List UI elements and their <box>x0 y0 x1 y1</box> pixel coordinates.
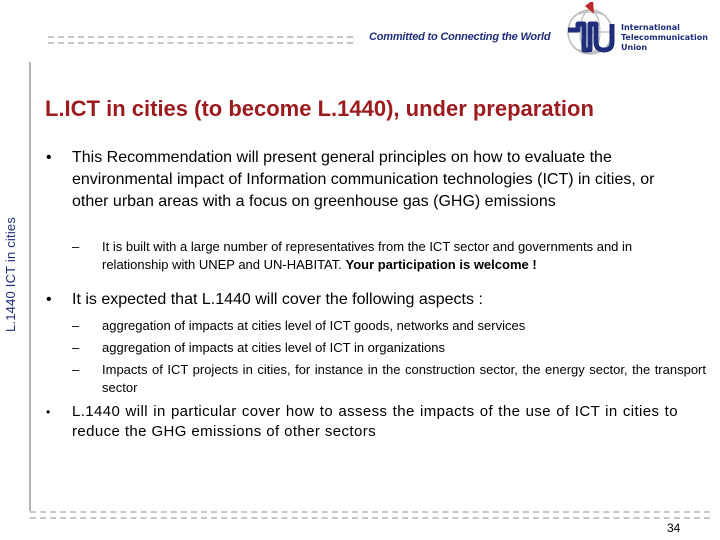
itu-wordmark <box>621 23 708 53</box>
header-divider <box>48 36 353 44</box>
slide-title: L.ICT in cities (to become L.1440), under preparation <box>45 96 594 121</box>
dash-marker: – <box>72 340 80 355</box>
itu-line-3: Union <box>621 43 648 52</box>
footer-divider <box>30 511 710 519</box>
sub-bullet-text: aggregation of impacts at cities level of ICT goods, networks and services <box>102 318 526 333</box>
sub-bullet-item <box>72 339 682 357</box>
itu-line-1: International <box>621 23 680 32</box>
dash-marker: – <box>72 362 80 377</box>
sub-bullet-text: aggregation of impacts at cities level of ICT in organizations <box>102 340 445 355</box>
bullet-marker: • <box>46 291 52 308</box>
itu-line-2: Telecommunication <box>621 33 708 42</box>
bullet-item <box>46 147 686 213</box>
page-number: 34 <box>667 521 681 535</box>
sub-bullet-text: Impacts of ICT projects in cities, for instance in the construction sector, the energy sector, the transport sector <box>102 362 706 395</box>
bullet-text: It is expected that L.1440 will cover the following aspects : <box>72 291 483 308</box>
bullet-item <box>46 289 686 311</box>
bullet-marker: • <box>46 149 52 166</box>
dash-marker: – <box>72 318 80 333</box>
participation-callout: Your participation is welcome ! <box>345 257 537 272</box>
sub-bullet-item <box>72 361 712 397</box>
sub-bullet-item <box>72 317 682 335</box>
bullet-item <box>46 402 686 442</box>
sub-bullet-body: It is built with a large number of representatives from the ICT sector and governments and in relationship with UNEP and UN-HABITAT. <box>102 239 633 272</box>
itu-logo <box>560 2 720 62</box>
sidebar-vertical-label: L.1440 ICT in cities <box>3 216 18 332</box>
sub-bullet-item <box>72 238 682 274</box>
bullet-text: This Recommendation will present general principles on how to evaluate the environmental impact of Information communication technologies (ICT) in cities, or other urban areas with a focus on greenhouse gas (GHG) emissions <box>72 149 655 210</box>
tagline: Committed to Connecting the World <box>369 31 551 43</box>
sub-bullet-text <box>102 238 682 274</box>
dash-marker: – <box>72 239 80 254</box>
bullet-text: L.1440 will in particular cover how to assess the impacts of the use of ICT in cities to reduce the GHG emissions of other sectors <box>72 403 678 440</box>
bullet-marker: • <box>46 405 51 419</box>
